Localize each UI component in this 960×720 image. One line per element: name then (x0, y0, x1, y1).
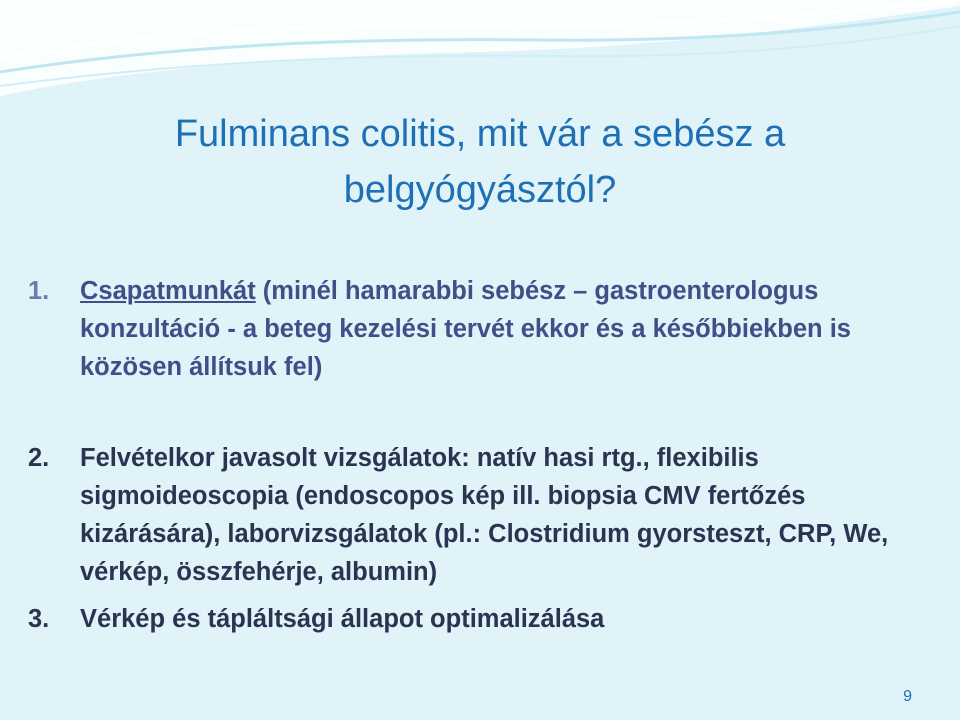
list-item-1-text (80, 272, 938, 386)
list-item-1 (28, 272, 938, 386)
list-item-3 (28, 600, 938, 638)
list-number-3: 3. (28, 605, 50, 633)
page-number: 9 (903, 688, 912, 705)
title-line-1: Fulminans colitis, mit vár a sebész a (174, 113, 786, 155)
title-line-2: belgyógyásztól? (343, 169, 617, 211)
list-number-2: 2. (28, 444, 50, 472)
list-item-2-text: Felvételkor javasolt vizsgálatok: natív hasi rtg., flexibilis sigmoideoscopia (endoscopos kép ill. biopsia CMV fertőzés kizárására), laborvizsgálatok (pl.: Clostridium gyorsteszt, CRP, We, vérkép, összfehérje, albumin) (80, 444, 889, 586)
top-wave-decoration (0, 0, 960, 110)
csapatmunkat-link[interactable]: Csapatmunkát (80, 277, 256, 305)
list-number-1: 1. (28, 277, 50, 305)
list-item-3-text: Vérkép és tápláltsági állapot optimalizálása (80, 605, 605, 633)
slide-title (100, 106, 860, 218)
list-item-1-rest: (minél hamarabbi sebész – gastroenterologus konzultáció - a beteg kezelési tervét ekkor és a későbbiekben is közösen állítsuk fel) (80, 277, 851, 381)
list-item-2 (28, 439, 938, 591)
